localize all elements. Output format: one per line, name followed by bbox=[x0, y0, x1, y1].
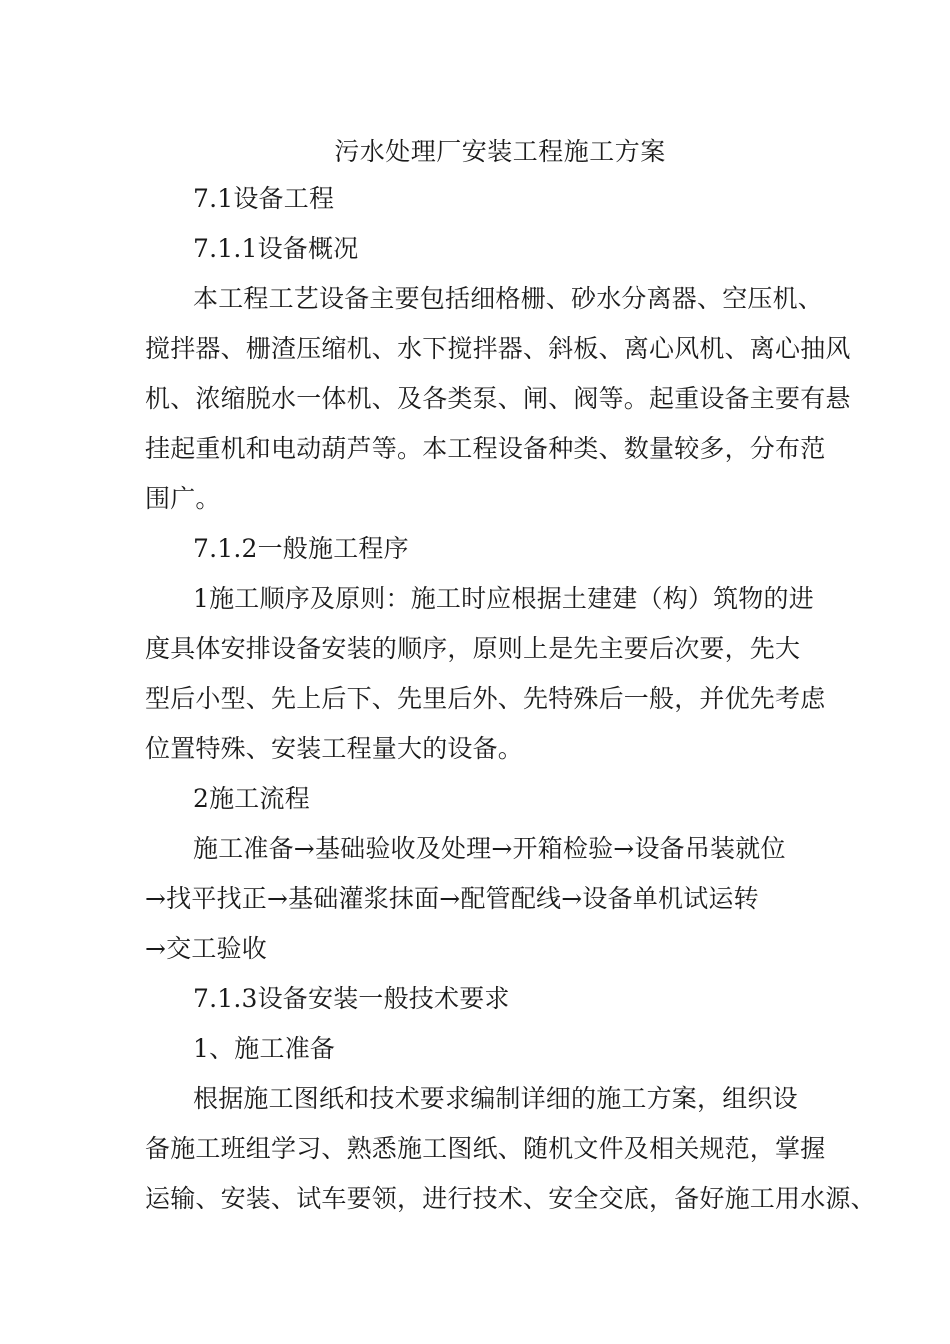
document-title: 污水处理厂安装工程施工方案 bbox=[334, 137, 666, 166]
subsection-heading: 7.1.2一般施工程序 bbox=[193, 534, 409, 563]
paragraph-line: 搅拌器、栅渣压缩机、水下搅拌器、斜板、离心风机、离心抽风 bbox=[145, 334, 851, 363]
paragraph-line: 1施工顺序及原则：施工时应根据土建建（构）筑物的进 bbox=[193, 584, 814, 613]
paragraph-line: 型后小型、先上后下、先里后外、先特殊后一般，并优先考虑 bbox=[145, 684, 826, 713]
paragraph-line: 备施工班组学习、熟悉施工图纸、随机文件及相关规范，掌握 bbox=[145, 1134, 826, 1163]
subsection-heading: 7.1.3设备安装一般技术要求 bbox=[193, 984, 510, 1013]
section-heading: 7.1设备工程 bbox=[193, 184, 335, 213]
paragraph-line: 本工程工艺设备主要包括细格栅、砂水分离器、空压机、 bbox=[193, 284, 824, 313]
paragraph-line: 度具体安排设备安装的顺序，原则上是先主要后次要，先大 bbox=[145, 634, 801, 663]
paragraph-line: 挂起重机和电动葫芦等。本工程设备种类、数量较多，分布范 bbox=[145, 434, 826, 463]
subsection-heading: 7.1.1设备概况 bbox=[193, 234, 359, 263]
paragraph-line: 根据施工图纸和技术要求编制详细的施工方案，组织设 bbox=[193, 1084, 798, 1113]
document-body bbox=[145, 174, 876, 1224]
item-heading: 1、施工准备 bbox=[193, 1034, 336, 1063]
item-heading: 2施工流程 bbox=[193, 784, 310, 813]
paragraph-line: 机、浓缩脱水一体机、及各类泵、闸、阀等。起重设备主要有悬 bbox=[145, 384, 851, 413]
paragraph-line: 施工准备→基础验收及处理→开箱检验→设备吊装就位 bbox=[193, 834, 786, 863]
paragraph-line: 围广。 bbox=[145, 484, 221, 513]
paragraph-line: 运输、安装、试车要领，进行技术、安全交底，备好施工用水源、 bbox=[145, 1184, 876, 1213]
paragraph-line: →交工验收 bbox=[145, 934, 267, 963]
paragraph-line: 位置特殊、安装工程量大的设备。 bbox=[145, 734, 524, 763]
paragraph-line: →找平找正→基础灌浆抹面→配管配线→设备单机试运转 bbox=[145, 884, 759, 913]
